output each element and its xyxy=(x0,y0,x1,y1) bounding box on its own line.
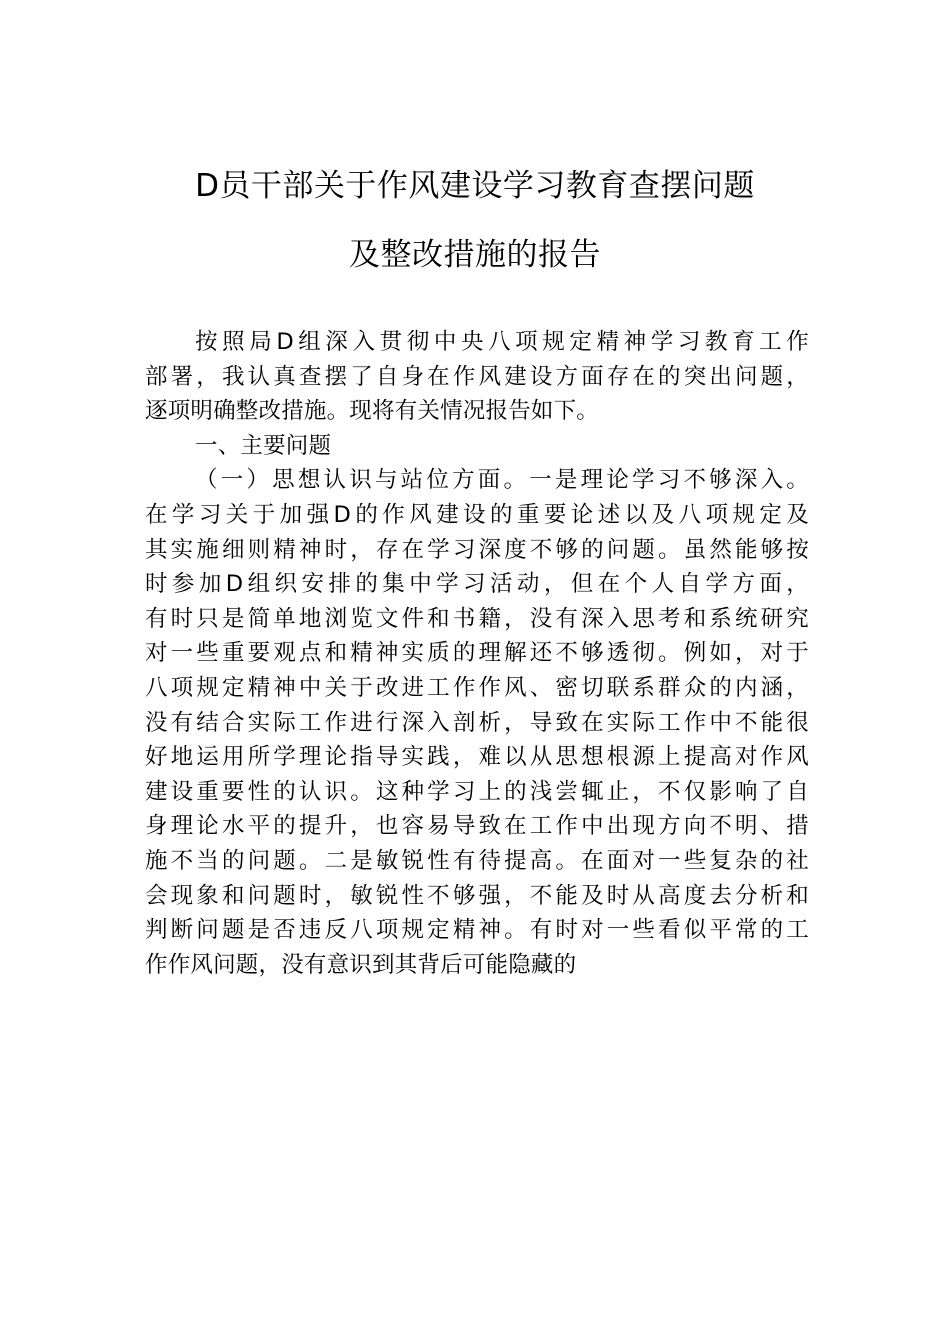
paragraph-issue-line: 建设重要性的认识。这种学习上的浅尝辄止，不仅影响了自 xyxy=(145,778,809,805)
paragraph-issue-line: （一）思想认识与站位方面。一是理论学习不够深入。 xyxy=(195,467,809,494)
paragraph-issue-line: 好地运用所学理论指导实践，难以从思想根源上提高对作风 xyxy=(145,744,809,771)
document-title-line-2: 及整改措施的报告 xyxy=(349,237,601,273)
paragraph-intro-line: 逐项明确整改措施。现将有关情况报告如下。 xyxy=(145,398,600,425)
paragraph-issue-line: 有时只是简单地浏览文件和书籍，没有深入思考和系统研究 xyxy=(145,605,809,632)
paragraph-issue-line: 会现象和问题时，敏锐性不够强，不能及时从高度去分析和 xyxy=(145,882,809,909)
paragraph-issue-line: 判断问题是否违反八项规定精神。有时对一些看似平常的工 xyxy=(145,917,809,944)
paragraph-intro-line: 按照局D组深入贯彻中央八项规定精神学习教育工作 xyxy=(195,329,809,355)
document-title-line-1: D员干部关于作风建设学习教育查摆问题 xyxy=(195,168,755,204)
paragraph-issue-line: 其实施细则精神时，存在学习深度不够的问题。虽然能够按 xyxy=(145,536,809,563)
paragraph-intro-line: 部署，我认真查摆了自身在作风建设方面存在的突出问题， xyxy=(145,363,809,390)
paragraph-issue-line: 八项规定精神中关于改进工作作风、密切联系群众的内涵， xyxy=(145,674,809,701)
paragraph-issue-line: 时参加D组织安排的集中学习活动，但在个人自学方面， xyxy=(145,571,809,598)
paragraph-issue-line: 施不当的问题。二是敏锐性有待提高。在面对一些复杂的社 xyxy=(145,847,809,874)
section-heading: 一、主要问题 xyxy=(195,432,332,459)
paragraph-issue-line: 身理论水平的提升，也容易导致在工作中出现方向不明、措 xyxy=(145,813,809,840)
document-body xyxy=(145,325,809,982)
paragraph-issue-line: 作作风问题，没有意识到其背后可能隐藏的 xyxy=(145,951,577,978)
paragraph-issue-line: 对一些重要观点和精神实质的理解还不够透彻。例如，对于 xyxy=(145,640,809,667)
paragraph-issue-line: 没有结合实际工作进行深入剖析，导致在实际工作中不能很 xyxy=(145,709,809,736)
paragraph-issue-line: 在学习关于加强D的作风建设的重要论述以及八项规定及 xyxy=(145,501,809,528)
